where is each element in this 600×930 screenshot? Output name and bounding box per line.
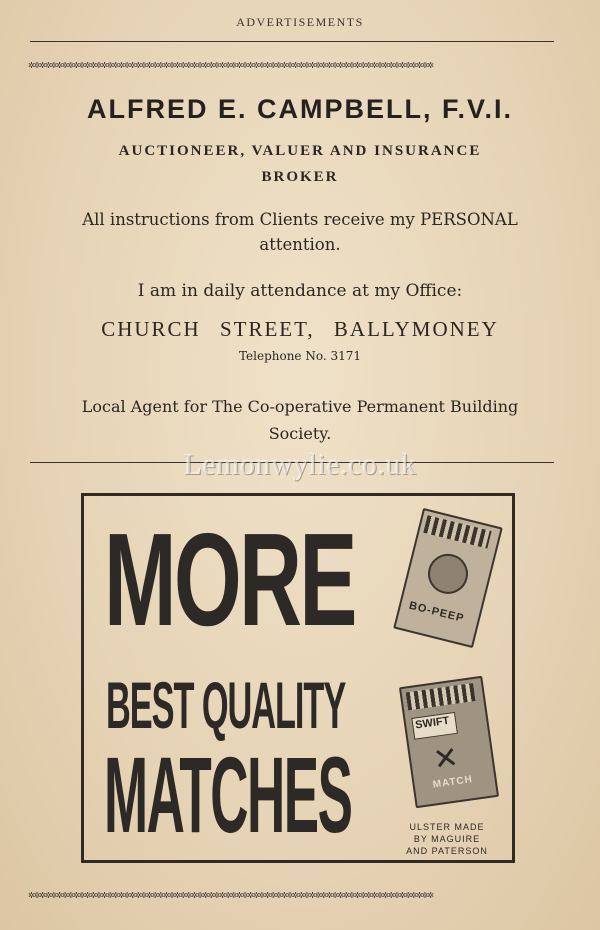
swift-bird-icon: ✕ — [431, 740, 461, 779]
swift-label: SWIFT — [414, 714, 451, 732]
bo-peep-logo-icon — [424, 550, 472, 598]
match-sticks — [423, 515, 491, 548]
match-sticks — [406, 683, 476, 710]
matches-advert — [81, 493, 515, 863]
bo-peep-matchbox — [393, 508, 503, 648]
telephone-number: Telephone No. 3171 — [238, 349, 362, 363]
maker-credit: ULSTER MADE BY MAGUIRE AND PATERSON — [406, 822, 488, 856]
star-border-bottom: ✲✲✲✲✲✲✲✲✲✲✲✲✲✲✲✲✲✲✲✲✲✲✲✲✲✲✲✲✲✲✲✲✲✲✲✲✲✲✲✲✲✲✲✲✲✲✲✲✲✲✲✲✲✲✲✲✲✲✲✲✲✲✲✲✲✲✲✲✲✲✲✲ — [28, 888, 433, 901]
star-border-top: ✲✲✲✲✲✲✲✲✲✲✲✲✲✲✲✲✲✲✲✲✲✲✲✲✲✲✲✲✲✲✲✲✲✲✲✲✲✲✲✲✲✲✲✲✲✲✲✲✲✲✲✲✲✲✲✲✲✲✲✲✲✲✲✲✲✲✲✲✲✲✲✲ — [28, 58, 433, 71]
headline-more: MORE — [104, 506, 355, 653]
attendance-text: I am in daily attendance at my Office: — [137, 281, 463, 301]
advertiser-tagline: AUCTIONEER, VALUER AND INSURANCE BROKER — [118, 143, 482, 185]
instructions-text: All instructions from Clients receive my PERSONAL attention. — [82, 210, 518, 254]
top-rule — [30, 41, 554, 42]
watermark: Lemonwylie.co.uk — [183, 448, 417, 481]
swift-matchbox — [399, 676, 499, 809]
bo-peep-label: BO-PEEP — [407, 599, 466, 625]
headline-best-quality: BEST QUALITY — [106, 668, 346, 742]
section-header: ADVERTISEMENTS — [236, 15, 364, 29]
advertiser-name: ALFRED E. CAMPBELL, F.V.I. — [86, 94, 514, 124]
headline-matches: MATCHES — [104, 734, 352, 855]
office-address: CHURCH STREET, BALLYMONEY — [101, 317, 499, 341]
agent-note: Local Agent for The Co-operative Permanent Building Society. — [81, 397, 519, 443]
swift-sub-label: MATCH — [432, 774, 474, 791]
